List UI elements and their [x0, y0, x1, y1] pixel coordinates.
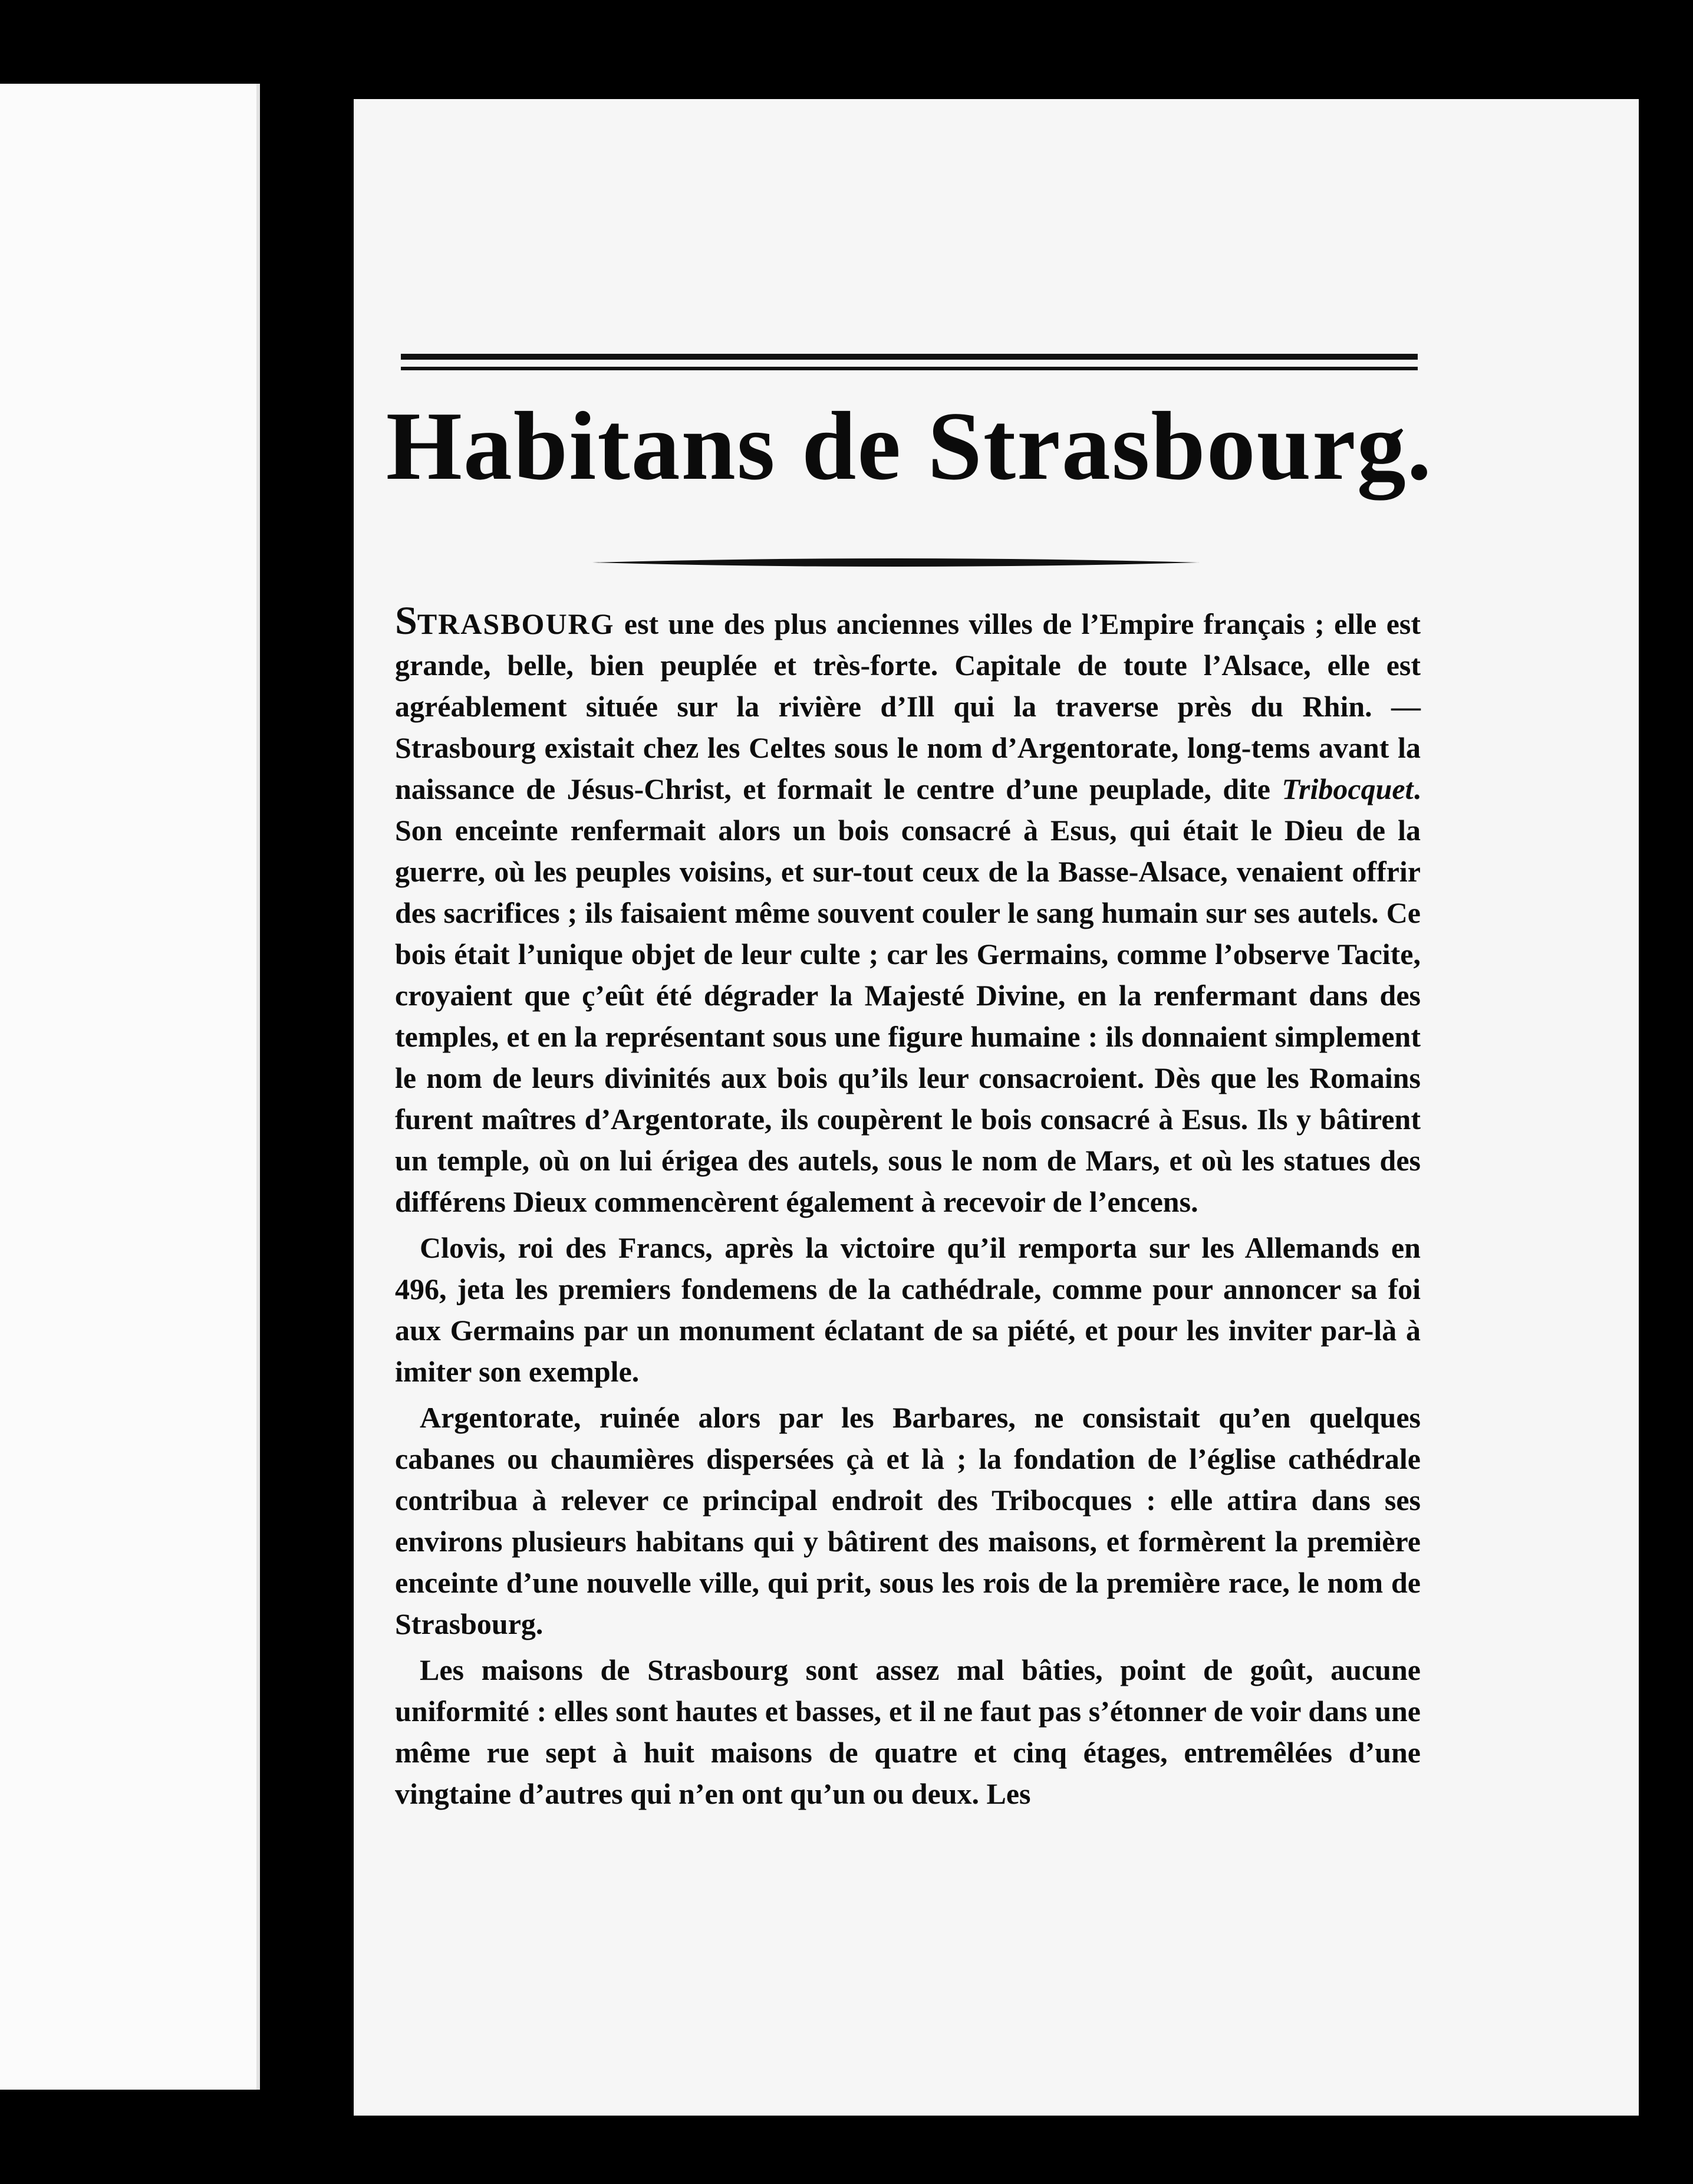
- header-double-rule: [401, 354, 1418, 370]
- paragraph-1: [395, 600, 1421, 1222]
- drop-cap: S: [395, 598, 417, 643]
- paragraph-1-text-a: est une des plus anciennes villes de l’Empire français ; elle est grande, belle, bien peuplée et très-forte. Capitale de toute l’Alsace, elle est agréablement située sur la rivière d’Ill qui la traverse près du Rhin. — Strasbourg existait chez les Celtes sous le nom d’Argentorate, long-tems avant la naissance de Jésus-Christ, et formait le centre d’une peuplade, dite: [395, 607, 1421, 805]
- scanned-page: [354, 99, 1639, 2116]
- previous-page-blank: [0, 84, 260, 2090]
- paragraph-3: Argentorate, ruinée alors par les Barbares, ne consistait qu’en quelques cabanes ou chaumières dispersées çà et là ; la fondation de l’église cathédrale contribua à relever ce principal endroit des Tribocques : elle attira dans ses environs plusieurs habitans qui y bâtirent des maisons, et formèrent la première enceinte d’une nouvelle ville, qui prit, sous les rois de la première race, le nom de Strasbourg.: [395, 1401, 1421, 1640]
- italic-term: Tribocquet: [1282, 772, 1414, 805]
- article-body: [395, 600, 1421, 1819]
- title-ornament-rule: [592, 553, 1200, 572]
- page-title: Habitans de Strasbourg.: [386, 392, 1433, 500]
- paragraph-1-text-b: . Son enceinte renfermait alors un bois consacré à Esus, qui était le Dieu de la guerre, où les peuples voisins, et sur-tout ceux de la Basse-Alsace, venaient offrir des sacrifices ; ils faisaient même souvent couler le sang humain sur ses autels. Ce bois était l’unique objet de leur culte ; car les Germains, comme l’observe Tacite, croyaient que ç’eût été dégrader la Majesté Divine, en la renfermant dans des temples, et en la représentant sous une figure humaine : ils donnaient simplement le nom de leurs divinités aux bois qu’ils leur consacroient. Dès que les Romains furent maîtres d’Argentorate, ils coupèrent le bois consacré à Esus. Ils y bâtirent un temple, où on lui érigea des autels, sous le nom de Mars, et où les statues des différens Dieux commencèrent également à recevoir de l’encens.: [395, 772, 1421, 1218]
- paragraph-2: Clovis, roi des Francs, après la victoire qu’il remporta sur les Allemands en 496, jeta les premiers fondemens de la cathédrale, comme pour annoncer sa foi aux Germains par un monument éclatant de sa piété, et pour les inviter par-là à imiter son exemple.: [395, 1231, 1421, 1388]
- paragraph-4: Les maisons de Strasbourg sont assez mal bâties, point de goût, aucune uniformité : elles sont hautes et basses, et il ne faut pas s’étonner de voir dans une même rue sept à huit maisons de quatre et cinq étages, entremêlées d’une vingtaine d’autres qui n’en ont qu’un ou deux. Les: [395, 1653, 1421, 1810]
- first-word-smallcaps: TRASBOURG: [417, 607, 615, 640]
